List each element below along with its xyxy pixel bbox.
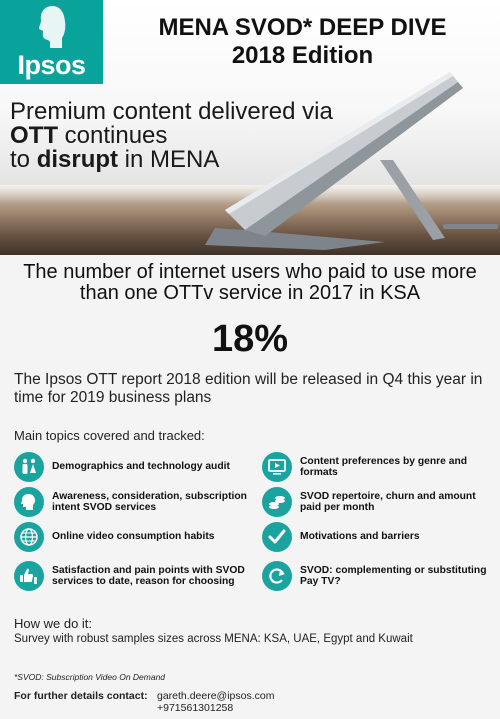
topic-label: Satisfaction and pain points with SVOD services to date, reason for choosing: [52, 564, 245, 587]
topic-item: [262, 555, 498, 601]
topic-label: Online video consumption habits: [52, 531, 215, 543]
hero-tagline: [10, 100, 340, 172]
title-line-2: 2018 Edition: [231, 42, 374, 69]
topic-label: Awareness, consideration, subscription intent SVOD services: [52, 490, 247, 513]
how-heading: How we do it:: [14, 616, 93, 631]
refresh-icon: [262, 561, 292, 591]
topics-heading: Main topics covered and tracked:: [14, 428, 205, 443]
hero-banner: [0, 0, 500, 255]
topic-item: [14, 555, 250, 601]
release-note: The Ipsos OTT report 2018 edition will be released in Q4 this year in time for 2019 business plans: [14, 371, 483, 406]
logo-wordmark: Ipsos: [17, 50, 86, 80]
contact-phone: +971561301258: [157, 702, 234, 714]
contact-label: For further details contact:: [14, 690, 148, 702]
check-icon: [262, 522, 292, 552]
topic-label: SVOD repertoire, churn and amount paid per month: [300, 490, 476, 513]
contact-email-link[interactable]: gareth.deere@ipsos.com: [157, 690, 275, 702]
ipsos-logo: [0, 0, 103, 84]
play-screen-icon: [262, 452, 292, 482]
topic-label: SVOD: complementing or substituting Pay TV?: [300, 564, 487, 587]
tagline-bold-2: disrupt: [36, 146, 119, 173]
stat-description: The number of internet users who paid to use more than one OTTv service in 2017 in KSA: [23, 261, 477, 304]
coins-icon: [262, 487, 292, 517]
thumbs-icon: [14, 561, 44, 591]
tagline-part-4: in MENA: [118, 146, 220, 173]
how-description: Survey with robust samples sizes across MENA: KSA, UAE, Egypt and Kuwait: [14, 633, 413, 645]
tagline-part-2: continues: [58, 122, 168, 149]
people-icon: [14, 452, 44, 482]
globe-icon: [14, 522, 44, 552]
tagline-part-1: Premium content delivered via: [10, 98, 333, 125]
stat-value: 18%: [211, 318, 289, 360]
tagline-part-3: to: [10, 146, 37, 173]
topic-label: Demographics and technology audit: [52, 461, 230, 473]
tagline-bold-1: OTT: [10, 122, 58, 149]
title-line-1: MENA SVOD* DEEP DIVE: [158, 14, 447, 41]
page-title: [110, 14, 495, 70]
head-icon: [14, 487, 44, 517]
svod-footnote: *SVOD: Subscription Video On Demand: [14, 672, 166, 682]
head-silhouette-icon: [38, 4, 66, 48]
topic-label: Content preferences by genre and formats: [300, 455, 468, 478]
topic-label: Motivations and barriers: [300, 531, 420, 543]
